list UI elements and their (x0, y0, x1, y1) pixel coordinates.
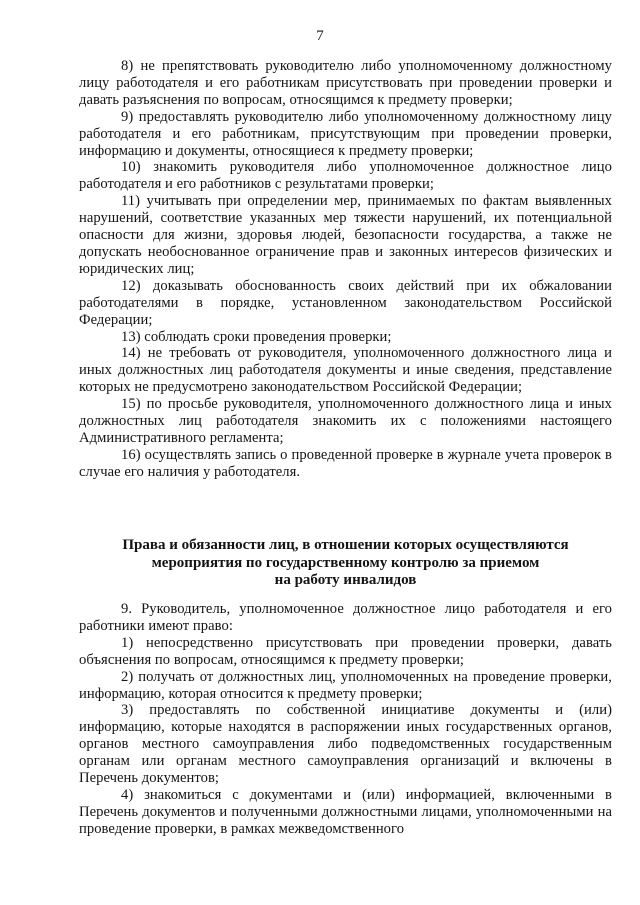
list-item: 9) предоставлять руководителю либо уполномоченному должностному лицу работодателя и его работникам, присутствующим при проведении проверки, информацию и документы, относящиеся к предмету проверки; (79, 108, 612, 159)
heading-line: мероприятия по государственному контролю за приемом (151, 554, 540, 571)
list-item: 3) предоставлять по собственной инициативе документы и (или) информацию, которые находятся в распоряжении иных государственных органов, органов местного самоуправления либо подведомственных государственным органам или органам местного самоуправления организаций и включены в Перечень документов; (79, 702, 612, 787)
list-item: 12) доказывать обоснованность своих действий при их обжаловании работодателями в порядке, установленном законодательством Российской Федерации; (79, 277, 612, 328)
page-number: 7 (316, 28, 324, 44)
list-item: 1) непосредственно присутствовать при проведении проверки, давать объяснения по вопросам, относящимся к предмету проверки; (79, 634, 612, 668)
list-item: 14) не требовать от руководителя, уполномоченного должностного лица и иных должностных лиц работодателя документы и иные сведения, представление которых не предусмотрено законодательством Российской Федерации; (79, 345, 612, 396)
heading-line: на работу инвалидов (274, 572, 417, 588)
rights-list (79, 601, 612, 838)
list-item: 11) учитывать при определении мер, принимаемых по фактам выявленных нарушений, соответствие указанных мер тяжести нарушений, их потенциальной опасности для жизни, здоровья людей, безопасности государства, а также не допускать необоснованное ограничение прав и законных интересов физических и юридических лиц; (79, 193, 612, 277)
list-item: 10) знакомить руководителя либо уполномоченное должностное лицо работодателя и его работников с результатами проверки; (79, 159, 612, 193)
list-item: 15) по просьбе руководителя, уполномоченного должностного лица и иных должностных лиц работодателя знакомить их с положениями настоящего Административного регламента; (79, 396, 612, 446)
list-item: 8) не препятствовать руководителю либо уполномоченному должностному лицу работодателя и его работникам присутствовать при проведении проверки и давать разъяснения по вопросам, относящимся к предмету проверки; (79, 58, 612, 108)
list-item: 2) получать от должностных лиц, уполномоченных на проведение проверки, информацию, которая относится к предмету проверки; (79, 668, 612, 702)
list-item: 16) осуществлять запись о проведенной проверке в журнале учета проверок в случае его наличия у работодателя. (79, 446, 612, 480)
list-item: 9. Руководитель, уполномоченное должностное лицо работодателя и его работники имеют право: (79, 601, 612, 634)
list-item: 13) соблюдать сроки проведения проверки; (121, 328, 392, 345)
list-item: 4) знакомиться с документами и (или) информацией, включенными в Перечень документов и полученными должностными лицами, уполномоченными на проведение проверки, в рамках межведомственного (79, 786, 612, 837)
section-heading (79, 537, 612, 590)
heading-line: Права и обязанности лиц, в отношении которых осуществляются (122, 537, 569, 553)
obligations-list (79, 58, 612, 481)
